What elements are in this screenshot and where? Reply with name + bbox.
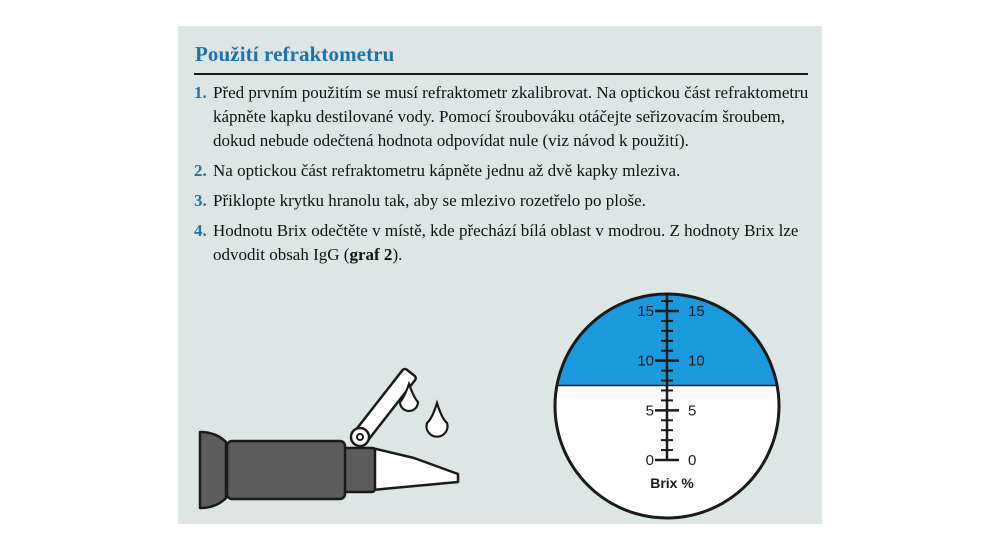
scale-label-right-10: 10 bbox=[688, 352, 705, 370]
scale-label-left-0: 0 bbox=[645, 452, 654, 469]
instruction-panel bbox=[178, 26, 822, 524]
step-number: 1. bbox=[194, 83, 207, 102]
step-text: Na optickou část refraktometru kápněte jednu až dvě kapky mleziva. bbox=[213, 161, 681, 180]
panel-title: Použití refraktometru bbox=[195, 42, 395, 66]
step-number: 4. bbox=[194, 221, 207, 240]
scale-label-left-15: 15 bbox=[637, 303, 654, 320]
step-number: 3. bbox=[194, 191, 207, 210]
refractometer-icon bbox=[200, 368, 458, 508]
scale-label-right-15: 15 bbox=[688, 303, 705, 320]
scale-label-left-5: 5 bbox=[645, 402, 654, 420]
brix-scale-view bbox=[548, 286, 788, 518]
drop-icon bbox=[427, 403, 448, 437]
step-text: Přiklopte krytku hranolu tak, aby se mlezivo rozetřelo po ploše. bbox=[213, 191, 646, 210]
scale-label-left-10: 10 bbox=[637, 352, 654, 370]
step-text: Před prvním použitím se musí refraktometr zkalibrovat. Na optickou část refraktometru kápněte kapku destilované vody. Pomocí šroubováku otáčejte seřizovacím šroubem, dokud nebude odečtená hodnota odpovídat nule (viz návod k použití). bbox=[213, 83, 809, 150]
step-text: Hodnotu Brix odečtěte v místě, kde přechází bílá oblast v modrou. Z hodnoty Brix lze odvodit obsah IgG (graf 2). bbox=[213, 221, 799, 264]
step-number: 2. bbox=[194, 161, 207, 180]
scale-unit-label: Brix % bbox=[650, 475, 694, 491]
scale-label-right-0: 0 bbox=[688, 452, 697, 469]
scale-label-right-5: 5 bbox=[688, 402, 697, 420]
graph-reference: graf 2 bbox=[349, 245, 393, 264]
refractometer-illustration bbox=[178, 26, 822, 524]
